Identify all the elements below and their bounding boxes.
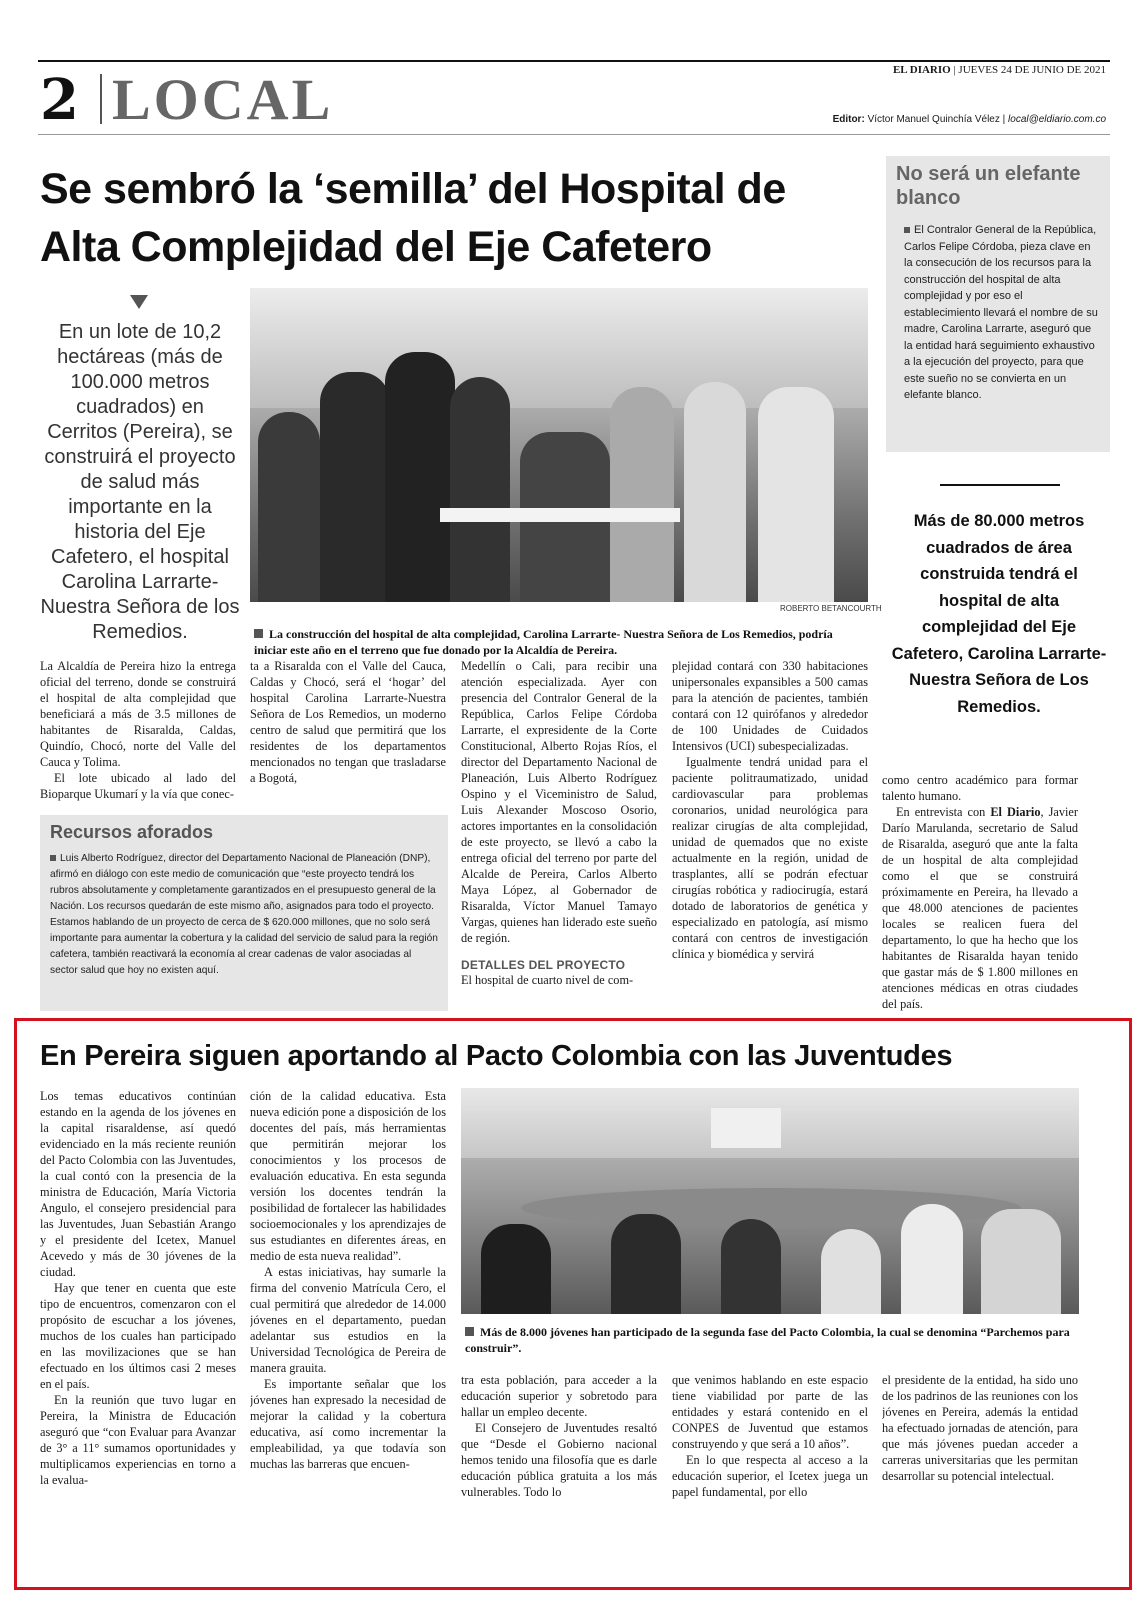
article1-headline: Se sembró la ‘semilla’ del Hospital de Alta Complejidad del Eje Cafetero — [40, 165, 786, 271]
article2-column-3: tra esta población, para acceder a la educación superior y sobretodo para hallar un empleo decente. El Consejero de Juventudes resaltó que “Desde el Gobierno nacional hemos tenido una filosofía que es darle educación pública gratuita a los más vulnerables. Todo lo — [461, 1373, 657, 1499]
article1-column-1: La Alcaldía de Pereira hizo la entrega oficial del terreno, donde se construirá el hospital de alta complejidad que beneficiará a más de 3.5 millones de habitantes de Risaralda, Caldas, Quindío, Chocó, norte del Valle del Cauca y Tolima. El lote ubicado al lado del Bioparque Ukumarí y la vía que conec- — [40, 659, 236, 801]
editor-label: Editor: — [832, 114, 865, 125]
section-divider — [100, 74, 102, 124]
header-rule — [38, 134, 1110, 135]
square-bullet-icon — [904, 227, 910, 233]
details-subhead: DETALLES DEL PROYECTO — [461, 958, 626, 972]
article2-caption: Más de 8.000 jóvenes han participado de la segunda fase del Pacto Colombia, la cual se denomina “Parchemos para construir”. — [465, 1325, 1070, 1355]
sidebar-title: No será un elefante blanco — [896, 163, 1081, 209]
paper-header: EL DIARIO | JUEVES 24 DE JUNIO DE 2021 — [892, 64, 1106, 76]
pullquote: Más de 80.000 metros cuadrados de área construida tendrá el hospital de alta complejidad del Eje Cafetero, Carolina Larrarte- Nuestra Señora de Los Remedios. — [891, 512, 1107, 716]
recursos-title: Recursos aforados — [50, 822, 214, 842]
article2-headline: En Pereira siguen aportando al Pacto Colombia con las Juventudes — [40, 1040, 953, 1072]
top-rule — [38, 60, 1110, 62]
paper-name: EL DIARIO — [892, 64, 951, 76]
issue-date: JUEVES 24 DE JUNIO DE 2021 — [958, 64, 1106, 76]
down-triangle-icon — [130, 295, 148, 309]
article1-lede: En un lote de 10,2 hectáreas (más de 100.000 metros cuadrados) en Cerritos (Pereira), se construirá el proyecto de salud más importante en la historia del Eje Cafetero, el hospital Carolina Larrarte-Nuestra Señora de los Remedios. — [40, 321, 240, 643]
section-title: LOCAL — [112, 67, 334, 132]
article1-column-3: Medellín o Cali, para recibir una atención especializada. Ayer con presencia del Contralor General de la República, Carlos Felipe Córdoba Larrarte, el expresidente de la Corte Constitucional, Alberto Rojas Ríos, el director del Departamento Nacional de Planeación, Luis Alberto Rodríguez Ospino y el Viceministro de Salud, Luis Alexander Moscoso Osorio, actores importantes en la consolidación de este proyecto, se llevó a cabo la entrega oficial del terreno por parte del Alcalde de Pereira, Carlos Alberto Maya López, al Gobernador de Risaralda, Víctor Manuel Tamayo Vargas, quienes han liderado este sueño de región. DETALLES DEL PROYECTO El hospital de cuarto nivel de com- — [461, 659, 657, 987]
article2-column-2: ción de la calidad educativa. Esta nueva edición pone a disposición de los docentes del país, más herramientas que permitirán mejorar los conocimientos y los procesos de evaluación educativa. En esta segunda versión los docentes tendrán la posibilidad de fortalecer las habilidades socioemocionales y los aprendizajes de sus estudiantes en diferentes áreas, en medio de esta nueva realidad”. A estas iniciativas, hay sumarle la firma del convenio Matrícula Cero, el cual permitirá que alrededor de 14.000 jóvenes en el departamento, puedan adelantar sus estudios en la Universidad Tecnológica de Pereira de manera grauita. Es importante señalar que los jóvenes han expresado la necesidad de mejorar la calidad y la cobertura educativa, así como incrementar la empleabilidad, ya que todavía son muchas las barreras que encuen- — [250, 1089, 446, 1471]
article1-column-2: ta a Risaralda con el Valle del Cauca, Caldas y Chocó, será el ‘hogar’ del hospital Carolina Larrarte-Nuestra Señora de Los Remedios, un moderno centro de salud que permitirá que los residentes de los departamentos mencionados no tengan que trasladarse a Bogotá, — [250, 659, 446, 785]
article1-column-4: plejidad contará con 330 habitaciones unipersonales expansibles a 500 camas para la atención de pacientes, también contará con 12 quirófanos y alrededor de 100 Unidades de Cuidados Intensivos (UCI) subespecializadas. Igualmente tendrá unidad para el paciente politraumatizado, unidad cardiovascular para problemas coronarios, unidad neurológica para realizar cirugías de alta complejidad, unidad de quemados que no existe actualmente en la región, unidad de trasplantes, allí se podrán efectuar cirugías robótica y radiocirugía, estará dotado de laboratorios de genética y especializado en patología, así mismo contará con centros de investigación clínica y biomédica y servirá — [672, 659, 868, 961]
article1-photo — [250, 288, 868, 602]
editor-name: Víctor Manuel Quinchía Vélez — [867, 114, 1000, 125]
editor-line: Editor: Víctor Manuel Quinchía Vélez | local@eldiario.com.co — [832, 114, 1106, 125]
article2-column-1: Los temas educativos continúan estando en la agenda de los jóvenes en la capital risaraldense, así quedó evidenciado en la más reciente reunión del Pacto Colombia con las Juventudes, la cual contó con la presencia de la ministra de Educación, María Victoria Angulo, el consejero presidencial para las Juventudes, Juan Sebastián Arango y el presidente del Icetex, Manuel Acevedo y más de 30 jóvenes de la ciudad. Hay que tener en cuenta que este tipo de encuentros, comenzaron con el propósito de escuchar a los jóvenes, muchos de los cuales han participado en las movilizaciones que se han efectuado en los últimos casi 2 meses en el país. En la reunión que tuvo lugar en Pereira, la Ministra de Educación aseguró que “con Evaluar para Avanzar de 3° a 11° sumamos oportunidades y multiplicamos experiencias en torno a la evalua- — [40, 1089, 236, 1487]
square-bullet-icon — [465, 1327, 474, 1336]
square-bullet-icon — [50, 855, 56, 861]
recursos-box — [40, 815, 448, 1011]
article2-photo — [461, 1088, 1079, 1314]
article1-column-5: como centro académico para formar talento humano. En entrevista con El Diario, Javier Darío Marulanda, secretario de Salud de Risaralda, aseguró que ante la falta de un hospital de alta complejidad como el que se construirá próximamente en Pereira, ha llevado a que 48.000 atenciones de pacientes locales se realicen fuera del departamento, lo que ha hecho que los habitantes de Risaralda hayan tenido que gastar más de $ 1.800 millones en atenciones médicas en otras ciudades del país. — [882, 773, 1078, 1011]
square-bullet-icon — [254, 629, 263, 638]
article2-column-4: que venimos hablando en este espacio tiene viabilidad por parte de las entidades y estará contenido en el CONPES de Juventud que estamos construyendo y que será a 10 años”. En lo que respecta al acceso a la educación superior, el Icetex juega un papel fundamental, por ello — [672, 1373, 868, 1499]
article2-column-5: el presidente de la entidad, ha sido uno de los padrinos de las reuniones con los jóvenes en Pereira, además la entidad ha efectuado jornadas de atención, para que más jóvenes puedan acceder a carreras universitarias que les permitan desarrollar su potencial intelectual. — [882, 1373, 1078, 1483]
sidebar-box — [886, 156, 1110, 452]
recursos-body: Luis Alberto Rodríguez, director del Departamento Nacional de Planeación (DNP), afirmó en diálogo con este medio de comunicación que “este proyecto tendrá los rubros absolutamente y completamente garantizados en el presupuesto general de la Nación. Los recursos quedarán de este mismo año, asignados para todo el proyecto. Estamos hablando de un proyecto de cerca de $ 620.000 millones, que no solo será importante para aumentar la cobertura y la calidad del servicio de salud para la región cafetera, también reactivará la economía al crear cadenas de valor asociadas al sector salud que hoy no existen aquí. — [50, 853, 438, 976]
article1-caption: La construcción del hospital de alta complejidad, Carolina Larrarte- Nuestra Señora de Los Remedios, podría iniciar este año en el terreno que fue donado por la Alcaldía de Pereira. — [254, 627, 833, 657]
pullquote-rule — [940, 484, 1060, 486]
editor-email[interactable]: local@eldiario.com.co — [1008, 114, 1106, 125]
photo-credit: ROBERTO BETANCOURTH — [780, 604, 882, 613]
sidebar-body: El Contralor General de la República, Carlos Felipe Córdoba, pieza clave en la consecución de los recursos para la construcción del hospital de alta complejidad y por eso el establecimiento llevará el nombre de su madre, Carolina Larrarte, aseguró que la entidad hará seguimiento exhaustivo a la ejecución del proyecto, para que este sueño no se convierta en un elefante blanco. — [904, 224, 1098, 401]
page-number: 2 — [40, 67, 79, 133]
